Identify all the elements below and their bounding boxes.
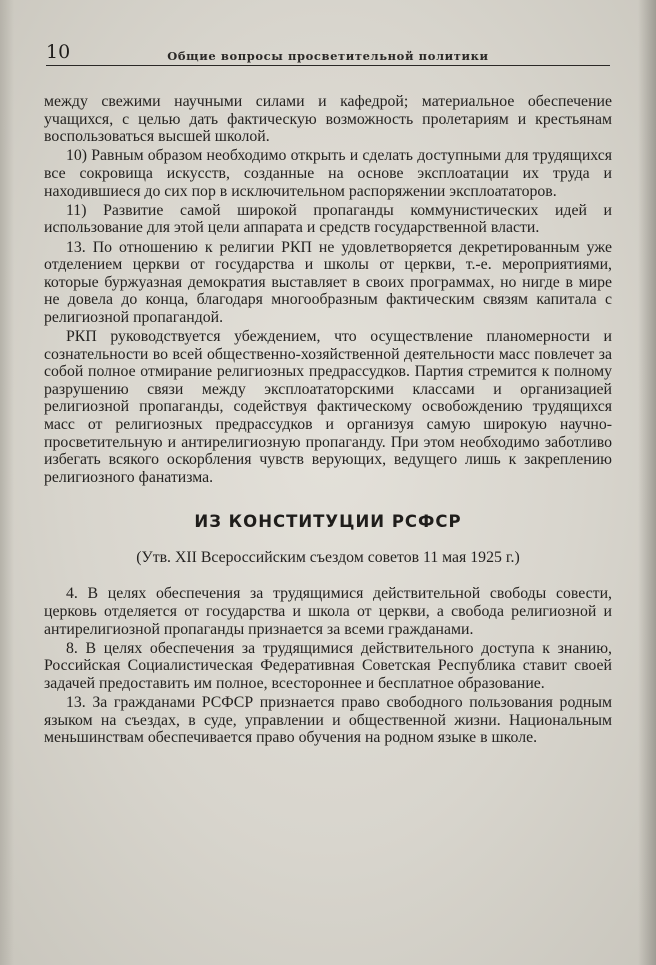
paragraph-continued: между свежими научными силами и кафедрой; материальное обеспечение учащихся, с целью дать фактическую возможность пролетариям и крестьянам воспользоваться высшей школой. — [44, 93, 612, 146]
page-shadow-left — [0, 0, 14, 965]
constitution-article-8: 8. В целях обеспечения за трудящимися действительного доступа к знанию, Российская Социалистическая Федеративная Советская Республика ставит своей задачей предоставить им полное, всестороннее и бесплатное образование. — [44, 639, 612, 692]
paragraph-item-11: 11) Развитие самой широкой пропаганды коммунистических идей и использование для этой цели аппарата и средств государственной власти. — [44, 201, 612, 237]
paragraph-item-10: 10) Равным образом необходимо открыть и сделать доступными для трудящихся все сокровища искусств, созданные на основе эксплоатации их труда и находившиеся до сих пор в исключительном распоряжении эксплоататоров. — [44, 147, 612, 200]
page-number: 10 — [46, 41, 71, 63]
page-header — [46, 40, 610, 66]
section-subtitle: (Утв. XII Всероссийским съездом советов 11 мая 1925 г.) — [136, 549, 520, 567]
paragraph-rkp-conviction: РКП руководствуется убеждением, что осуществление планомерности и сознательности во всей общественно-хозяйственной деятельности масс повлечет за собой полное отмирание религиозных предрассудков. Партия стремится к полному разрушению связи между эксплоататорскими классами и организацией религиозной пропаганды, содействуя фактическому освобождению трудящихся масс от религиозных предрассудков и организуя самую широкую научно-просветительную и антирелигиозную пропаганду. При этом необходимо заботливо избегать всякого оскорбления чувств верующих, ведущего лишь к закреплению религиозного фанатизма. — [44, 328, 612, 486]
page-body — [44, 93, 612, 749]
section-heading: ИЗ КОНСТИТУЦИИ РСФСР — [194, 512, 462, 532]
page-shadow-right — [638, 0, 656, 965]
constitution-article-4: 4. В целях обеспечения за трудящимися действительной свободы совести, церковь отделяется от государства и школа от церкви, а свобода религиозной и антирелигиозной пропаганды признается за всеми гражданами. — [44, 585, 612, 638]
constitution-article-13: 13. За гражданами РСФСР признается право свободного пользования родным языком на съездах, в суде, управлении и общественной жизни. Национальным меньшинствам обеспечивается право обучения на родном языке в школе. — [44, 694, 612, 747]
running-title: Общие вопросы просветительной политики — [167, 48, 489, 63]
paragraph-item-13-religion: 13. По отношению к религии РКП не удовлетворяется декретированным уже отделением церкви от государства и школы от церкви, т.-е. мероприятиями, которые буржуазная демократия выставляет в своих программах, но нигде в мире не довела до конца, благодаря многообразным фактическим связям капитала с религиозной пропагандой. — [44, 238, 612, 326]
